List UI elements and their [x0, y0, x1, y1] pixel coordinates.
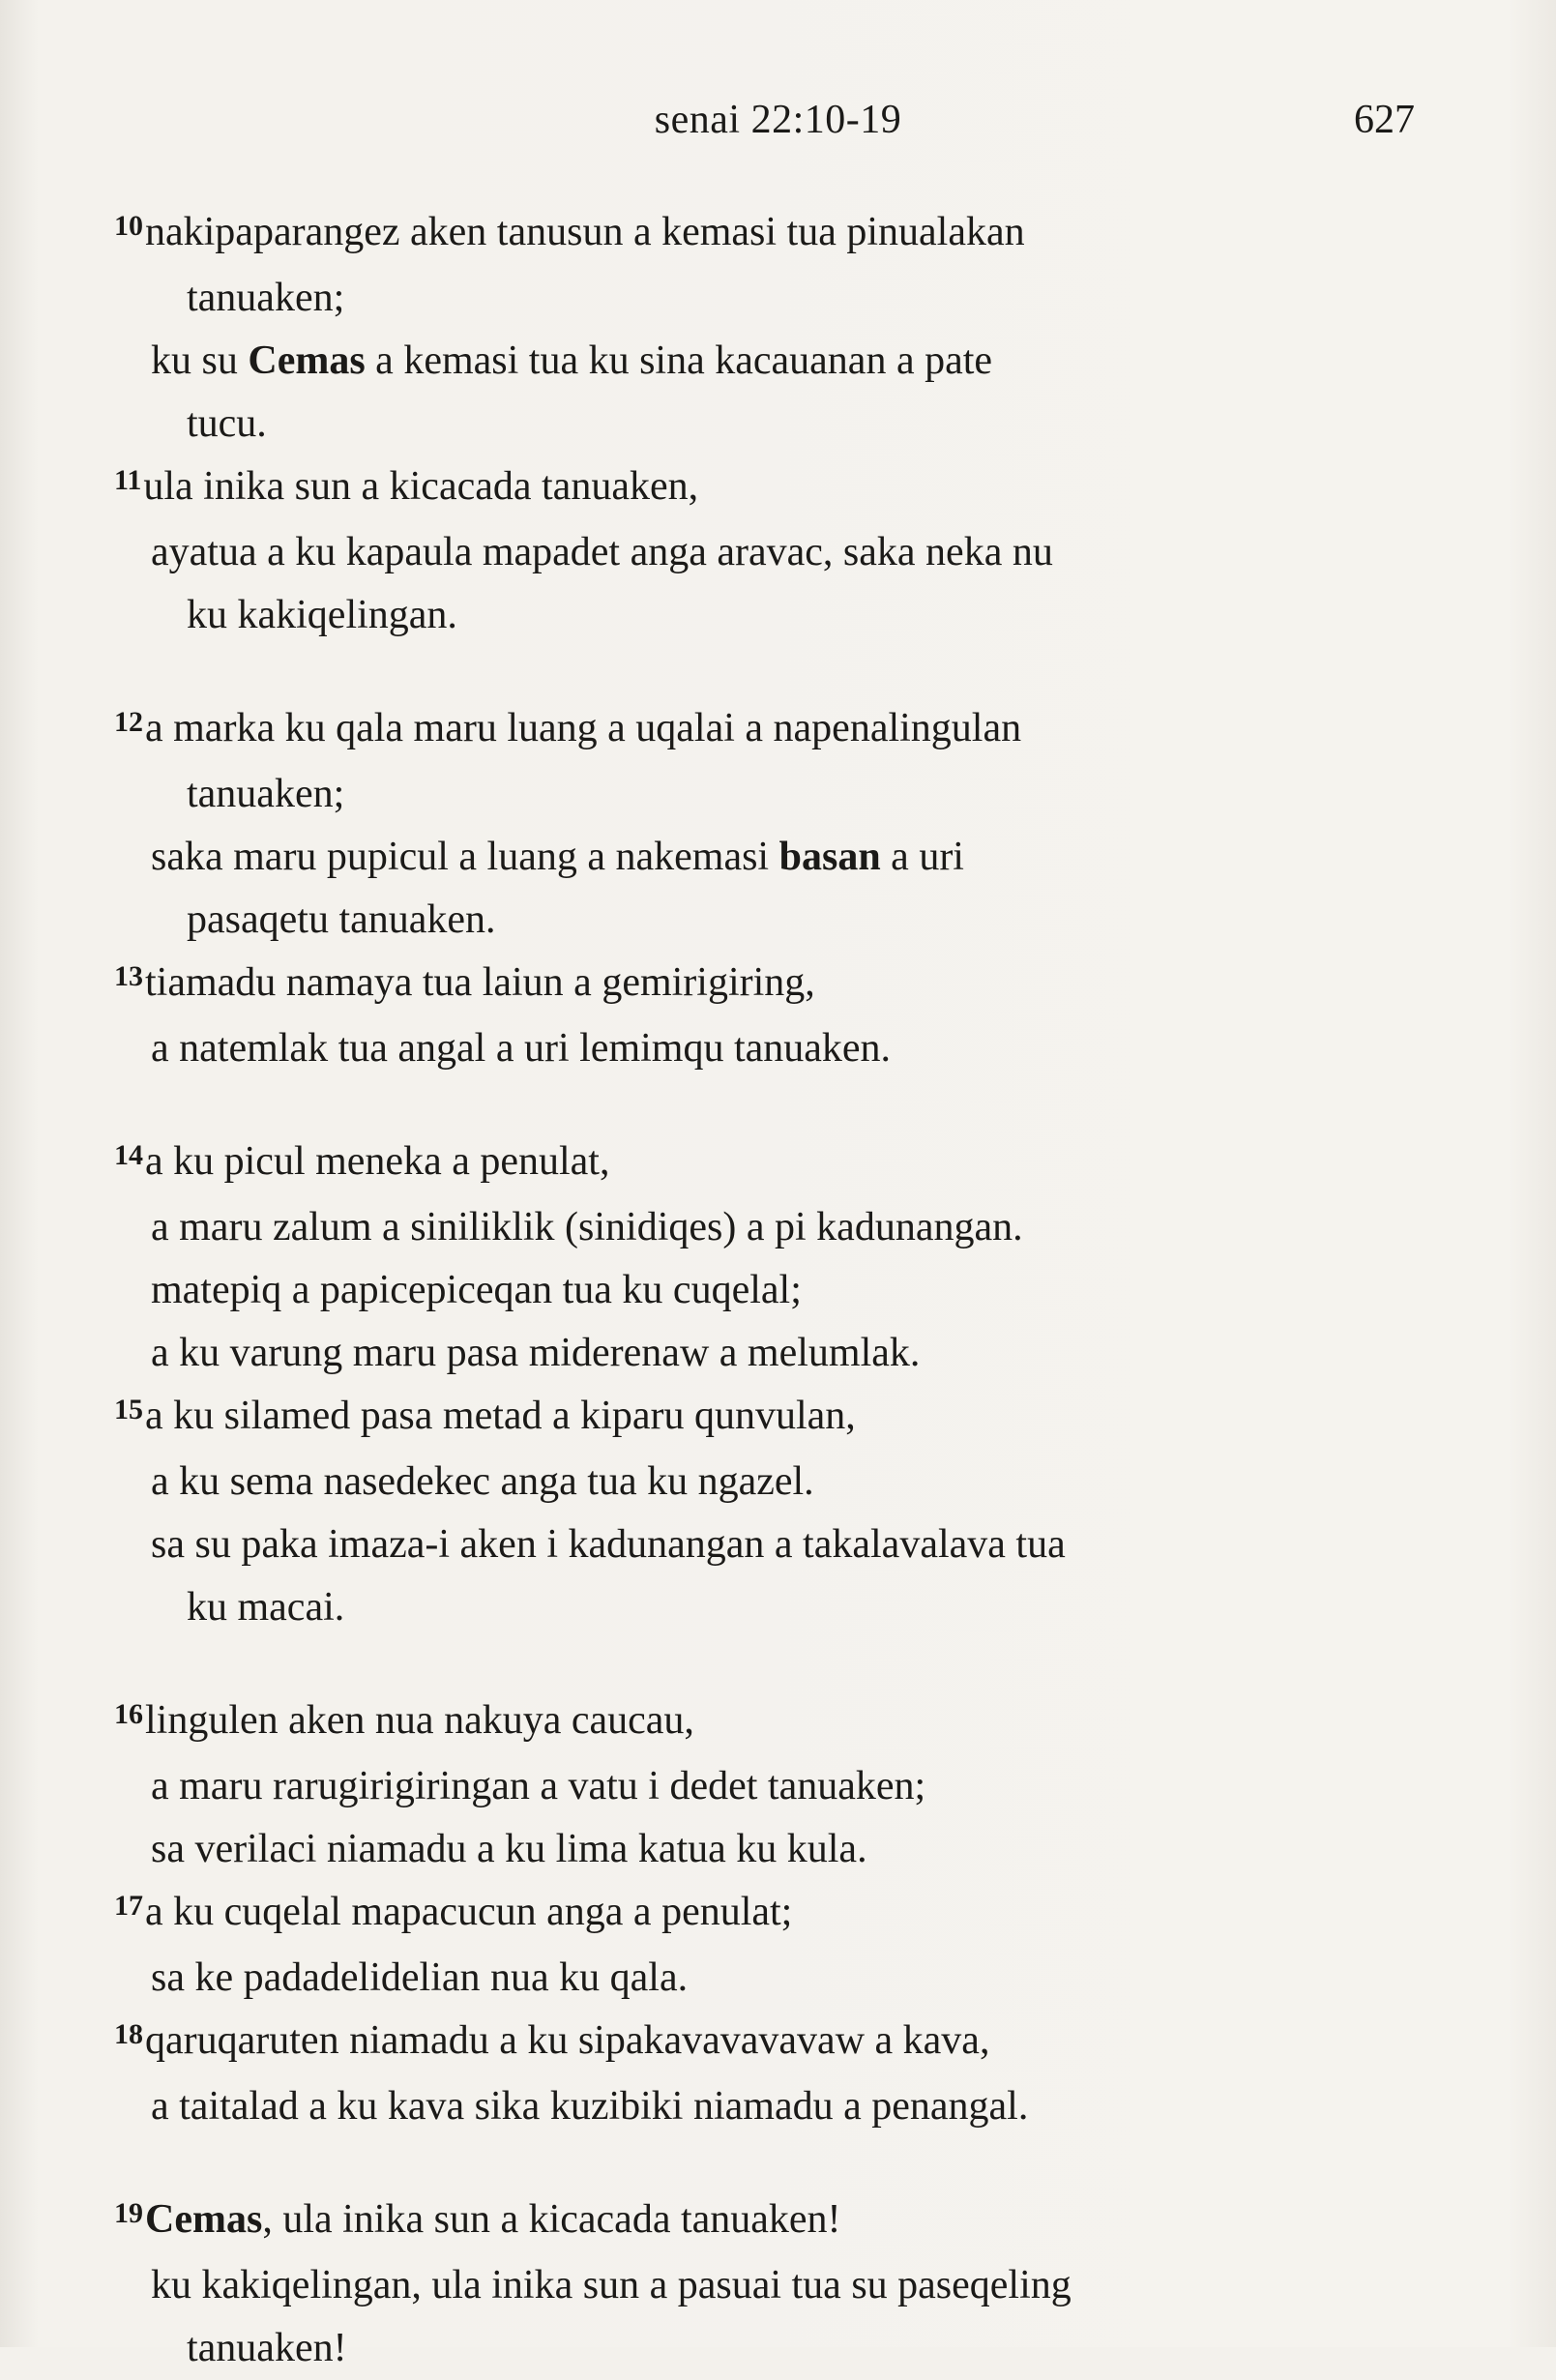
verse-text: sa ke padadelidelian nua ku qala. [151, 1955, 689, 2000]
verse-19 [114, 2189, 1468, 2380]
verse-line [114, 2075, 1468, 2138]
verse-14 [114, 1131, 1468, 1385]
verse-number: 13 [114, 960, 143, 992]
verse-18 [114, 2010, 1468, 2138]
verse-text: tucu. [187, 401, 267, 446]
verse-text: saka maru pupicul a luang a nakemasi [151, 835, 779, 879]
verse-text: matepiq a papicepiceqan tua ku cuqelal; [151, 1268, 802, 1312]
verse-line [114, 1322, 1468, 1385]
verse-11 [114, 455, 1468, 647]
verse-text: tanuaken; [187, 276, 345, 320]
verse-line [114, 1451, 1468, 1513]
verse-line [114, 1017, 1468, 1080]
verse-line [114, 1196, 1468, 1259]
page-header [0, 97, 1556, 155]
verse-line [114, 201, 1468, 267]
verse-text: ku su [151, 338, 249, 383]
verse-line [114, 330, 1468, 393]
verse-15 [114, 1385, 1468, 1639]
verse-text: a ku picul meneka a penulat, [145, 1139, 610, 1184]
verse-line [114, 1513, 1468, 1576]
verse-number: 12 [114, 706, 143, 738]
verse-line [114, 267, 1468, 330]
verse-number: 14 [114, 1139, 143, 1171]
verse-line [114, 2189, 1468, 2254]
verse-line [114, 2317, 1468, 2380]
verse-line [114, 393, 1468, 455]
verse-text: tanuaken! [187, 2326, 347, 2370]
verse-number: 10 [114, 210, 143, 242]
verse-number: 19 [114, 2197, 143, 2229]
verse-text: a taitalad a ku kava sika kuzibiki niamadu a penangal. [151, 2084, 1029, 2129]
verse-text: a kemasi tua ku sina kacauanan a pate [365, 338, 993, 383]
verse-text: ku kakiqelingan. [187, 593, 457, 637]
verse-line [114, 1131, 1468, 1196]
verse-number: 17 [114, 1890, 143, 1922]
verse-text: , ula inika sun a kicacada tanuaken! [262, 2197, 841, 2242]
verse-line [114, 1947, 1468, 2010]
verse-line [114, 1259, 1468, 1322]
verse-number: 18 [114, 2018, 143, 2050]
verse-text: pasaqetu tanuaken. [187, 897, 496, 942]
verse-17 [114, 1881, 1468, 2010]
verse-text: a ku silamed pasa metad a kiparu qunvulan, [145, 1394, 856, 1438]
verse-text: lingulen aken nua nakuya caucau, [145, 1698, 694, 1743]
verse-text: a ku varung maru pasa miderenaw a melumlak. [151, 1331, 921, 1375]
verse-text: tanuaken; [187, 772, 345, 816]
verse-line [114, 2010, 1468, 2075]
verse-text: ula inika sun a kicacada tanuaken, [143, 464, 699, 509]
divine-name: Cemas [145, 2197, 263, 2242]
verse-line [114, 584, 1468, 647]
verse-line [114, 455, 1468, 521]
verse-text: a ku sema nasedekec anga tua ku ngazel. [151, 1459, 814, 1504]
verse-text: a maru zalum a siniliklik (sinidiqes) a pi kadunangan. [151, 1205, 1023, 1249]
verse-line [114, 1818, 1468, 1881]
divine-name: basan [778, 835, 881, 879]
verse-line [114, 1881, 1468, 1947]
page-number: 627 [1354, 98, 1415, 142]
verse-text: ku kakiqelingan, ula inika sun a pasuai tua su paseqeling [151, 2263, 1072, 2307]
verse-13 [114, 952, 1468, 1080]
verse-10 [114, 201, 1468, 455]
verse-text: a uri [880, 835, 964, 879]
verse-line [114, 521, 1468, 584]
verse-text: ku macai. [187, 1585, 345, 1630]
verse-text: a natemlak tua angal a uri lemimqu tanuaken. [151, 1026, 892, 1071]
verse-line [114, 826, 1468, 889]
verse-line [114, 697, 1468, 763]
verse-12 [114, 697, 1468, 952]
verse-number: 15 [114, 1394, 143, 1425]
verse-text: qaruqaruten niamadu a ku sipakavavavavaw a kava, [145, 2018, 990, 2063]
verse-16 [114, 1690, 1468, 1881]
verse-text: tiamadu namaya tua laiun a gemirigiring, [145, 960, 815, 1005]
verse-text: a marka ku qala maru luang a uqalai a napenalingulan [145, 706, 1022, 750]
verse-text: a maru rarugirigiringan a vatu i dedet tanuaken; [151, 1764, 926, 1808]
verse-line [114, 763, 1468, 826]
verse-number: 16 [114, 1698, 143, 1730]
verse-text: sa verilaci niamadu a ku lima katua ku kula. [151, 1827, 867, 1871]
scripture-text [114, 201, 1468, 2380]
verse-line [114, 889, 1468, 952]
verse-line [114, 1755, 1468, 1818]
running-head: senai 22:10-19 [654, 98, 902, 142]
verse-text: nakipaparangez aken tanusun a kemasi tua pinualakan [145, 210, 1025, 254]
verse-line [114, 1576, 1468, 1639]
verse-text: a ku cuqelal mapacucun anga a penulat; [145, 1890, 793, 1934]
verse-text: sa su paka imaza-i aken i kadunangan a takalavalava tua [151, 1522, 1066, 1567]
verse-line [114, 952, 1468, 1017]
verse-line [114, 2254, 1468, 2317]
verse-line [114, 1690, 1468, 1755]
verse-number: 11 [114, 464, 142, 496]
divine-name: Cemas [248, 338, 366, 383]
verse-text: ayatua a ku kapaula mapadet anga aravac, saka neka nu [151, 530, 1053, 574]
verse-line [114, 1385, 1468, 1451]
